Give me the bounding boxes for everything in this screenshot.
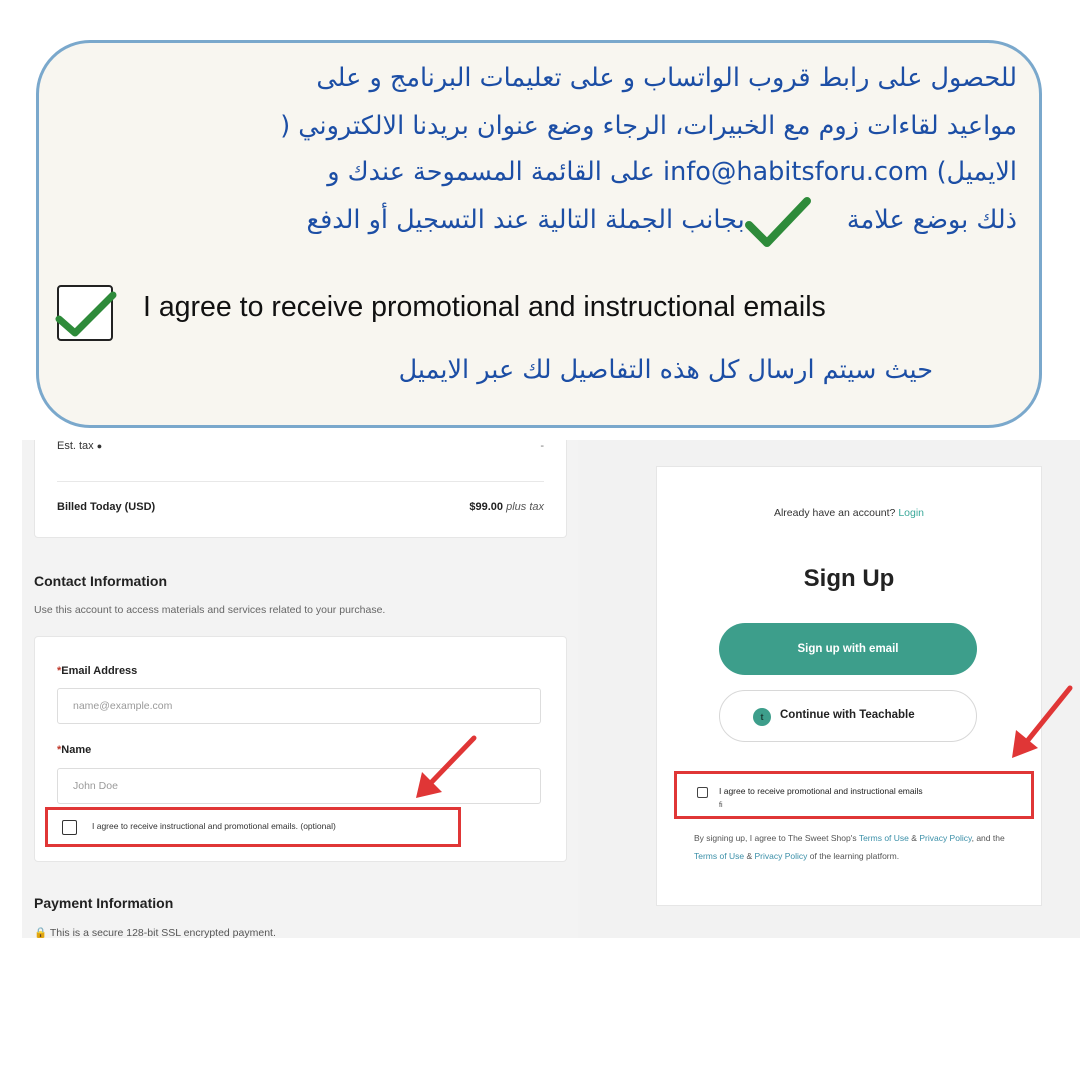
divider: [57, 481, 544, 482]
continue-teachable-button[interactable]: [719, 690, 977, 742]
signup-screenshot: [578, 440, 1080, 938]
payment-information-heading: Payment Information: [34, 895, 174, 911]
checkmark-icon: [55, 289, 117, 339]
optin-label-suffix: fi: [719, 802, 723, 809]
red-arrow-icon: [1004, 684, 1076, 764]
email-label: *Email Address: [57, 665, 138, 677]
login-link[interactable]: Login: [898, 507, 925, 519]
name-label: *Name: [57, 744, 92, 756]
billed-today-value: $99.00 plus tax: [469, 501, 544, 513]
terms-of-use-link[interactable]: Terms of Use: [858, 833, 909, 843]
payment-secure-note: 🔒 This is a secure 128-bit SSL encrypted payment.: [34, 927, 276, 938]
platform-terms-link[interactable]: Terms of Use: [694, 851, 745, 861]
continue-teachable-label: Continue with Teachable: [780, 709, 915, 721]
notice-line-4: [307, 205, 1018, 235]
billed-today-label: Billed Today (USD): [57, 501, 156, 513]
red-arrow-icon: [410, 732, 480, 804]
notice-line-4-start: ذلك بوضع علامة: [846, 205, 1017, 235]
optin-label: I agree to receive instructional and promotional emails. (optional): [92, 821, 336, 831]
terms-text: By signing up, I agree to The Sweet Shop's Terms of Use & Privacy Policy, and the Terms of Use & Privacy Policy of the learning platform.: [694, 833, 1005, 861]
notice-line-2: مواعيد لقاءات زوم مع الخبيرات، الرجاء وضع عنوان بريدنا الالكتروني (: [280, 111, 1017, 141]
already-have-account: Already have an account? Login: [773, 507, 925, 519]
agree-checkbox-example: [57, 285, 113, 341]
contact-information-subtitle: Use this account to access materials and services related to your purchase.: [34, 604, 386, 616]
contact-form-card: [34, 636, 567, 862]
teachable-logo-icon: t: [753, 708, 771, 726]
privacy-policy-link[interactable]: Privacy Policy: [919, 833, 972, 843]
notice-line-3: الايميل) info@habitsforu.com على القائمة المسموحة عندك و: [327, 157, 1017, 187]
signup-card: [656, 466, 1042, 906]
signup-email-button[interactable]: Sign up with email: [719, 623, 977, 675]
agree-text: I agree to receive promotional and instructional emails: [143, 291, 826, 323]
est-tax-label: Est. tax ●: [57, 440, 103, 452]
email-field[interactable]: name@example.com: [57, 688, 541, 724]
optin-checkbox[interactable]: [697, 787, 708, 798]
instruction-notice: [36, 40, 1042, 428]
notice-line-4-end: بجانب الجملة التالية عند التسجيل أو الدفع: [306, 205, 745, 235]
optin-label: I agree to receive promotional and instructional emails: [719, 786, 923, 796]
contact-information-heading: Contact Information: [34, 573, 167, 589]
platform-privacy-link[interactable]: Privacy Policy: [754, 851, 808, 861]
est-tax-value: -: [540, 440, 544, 452]
info-icon: ●: [96, 441, 103, 451]
optin-checkbox[interactable]: [62, 820, 77, 835]
highlight-box: [45, 807, 461, 847]
signup-title: Sign Up: [803, 565, 895, 592]
checkout-screenshot: [22, 440, 578, 938]
notice-line-1: للحصول على رابط قروب الواتساب و على تعليمات البرنامج و على: [316, 63, 1017, 93]
highlight-box: [674, 771, 1034, 819]
lock-icon: 🔒: [34, 927, 48, 938]
notice-bottom-line: حيث سيتم ارسال كل هذه التفاصيل لك عبر الايميل: [398, 355, 933, 385]
order-summary-card: [34, 440, 567, 538]
name-field[interactable]: John Doe: [57, 768, 541, 804]
green-checkmark-icon: [745, 197, 811, 249]
